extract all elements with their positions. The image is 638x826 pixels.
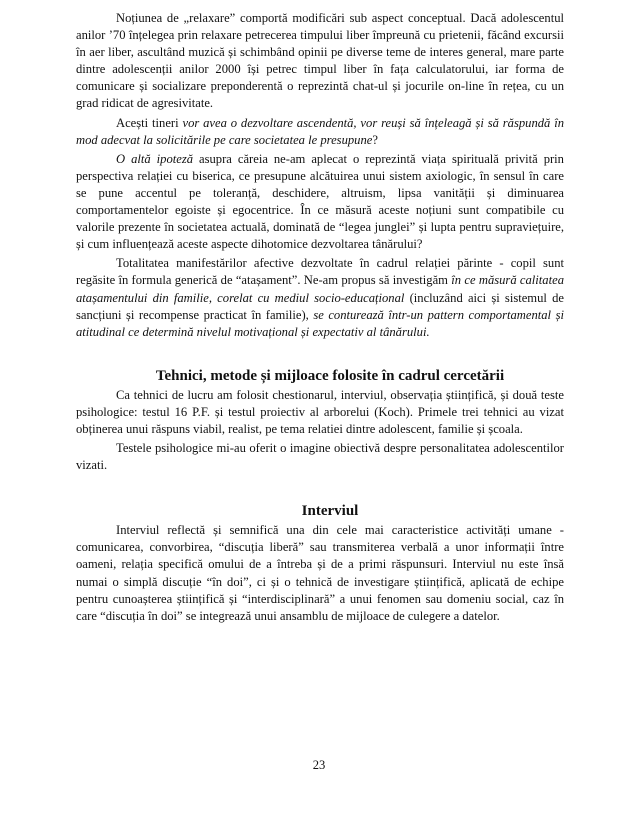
paragraph-relaxare: Noțiunea de „relaxare” comportă modificări sub aspect conceptual. Dacă adolescentul anilor ’70 înțelegea prin relaxare petrecerea timpului liber împreună cu prietenii, făcând excursii în aer liber, ascultând muzică și schimbând opinii pe diverse teme de interes general, mare parte dintre adolescenții anilor 2000 își petrec timpul liber în fața calculatorului, iar forma de comunicare și socializare preponderentă o reprezintă chat-ul și jocurile on-line în rețea, cu un grad ridicat de agresivitate. bbox=[76, 11, 564, 111]
paragraph-emphasis: O altă ipoteză bbox=[116, 151, 194, 166]
paragraph-text: Totalitatea manifestărilor afective dezvoltate în cadrul relației părinte - copil sunt regăsite în formula generică de “atașament”. Ne-am propus să investigăm bbox=[76, 256, 564, 288]
paragraph-text: Acești tineri bbox=[116, 115, 183, 130]
paragraph-emphasis: în ce măsură calitatea atașamentului din familie, corelat cu mediul socio-educațional bbox=[76, 273, 564, 305]
paragraph-ipoteza-1 bbox=[76, 115, 564, 149]
page-number: 23 bbox=[312, 758, 326, 772]
paragraph-text: ? bbox=[372, 132, 378, 147]
section-heading-interviul: Interviul bbox=[301, 503, 359, 520]
paragraph-text: asupra căreia ne-am aplecat o reprezintă viața spirituală privită prin perspectiva relației cu biserica, ce presupune alcătuirea unui sistem axiologic, în sensul în care se pune accentul pe toleranță, deschidere, altruism, lipsa vanității și diminuarea comportamentelor egoiste și egocentrice. În ce măsură aceste noțiuni sunt compatibile cu valorile prezente în societatea actuală, dominată de “legea junglei” și lupta pentru supraviețuire, și cum influențează aceste aspecte dihotomice dezvoltarea tânărului? bbox=[76, 151, 564, 252]
paragraph-emphasis: vor avea o dezvoltare ascendentă, vor reuși să înțeleagă și să răspundă în mod adecvat la solicitările pe care societatea le presupune bbox=[76, 115, 564, 147]
section-heading-tehnici: Tehnici, metode și mijloace folosite în cadrul cercetării bbox=[155, 367, 505, 384]
paragraph-atasament bbox=[76, 255, 564, 340]
paragraph-text: (incluzând aici și sistemul de sancțiuni și recompense practicat în familie), bbox=[76, 290, 564, 322]
page-body bbox=[76, 10, 564, 625]
paragraph-teste: Testele psihologice mi-au oferit o imagine obiectivă despre personalitatea adolescentilor vizati. bbox=[76, 441, 564, 473]
paragraph-emphasis: se conturează într-un pattern comportamental și atitudinal ce determină nivelul motivațional și expectativ al tânărului. bbox=[76, 307, 564, 339]
paragraph-tehnici: Ca tehnici de lucru am folosit chestionarul, interviul, observația științifică, și două teste psihologice: testul 16 P.F. și testul proiectiv al arborelui (Koch). Primele trei tehnici au vizat obținerea unui răspuns viabil, realist, pe tema relatiei dintre adolescent, familie și școala. bbox=[76, 387, 564, 436]
paragraph-ipoteza-2 bbox=[76, 151, 564, 254]
paragraph-interviul: Interviul reflectă și semnifică una din cele mai caracteristice activități umane - comunicarea, convorbirea, “discuția liberă” sau transmiterea verbală a unor informații între oameni, relația specifică omului de a întreba și de a primi răspunsuri. Interviul nu este însă numai o simplă discuție “în doi”, ci și o tehnică de investigare științifică, aplicată de echipe pentru cunoașterea științifică și “interdisciplinară” a unui fenomen sau domeniu social, caz în care “discuția în doi” se integrează unui ansamblu de mijloace de culegere a datelor. bbox=[76, 523, 564, 623]
